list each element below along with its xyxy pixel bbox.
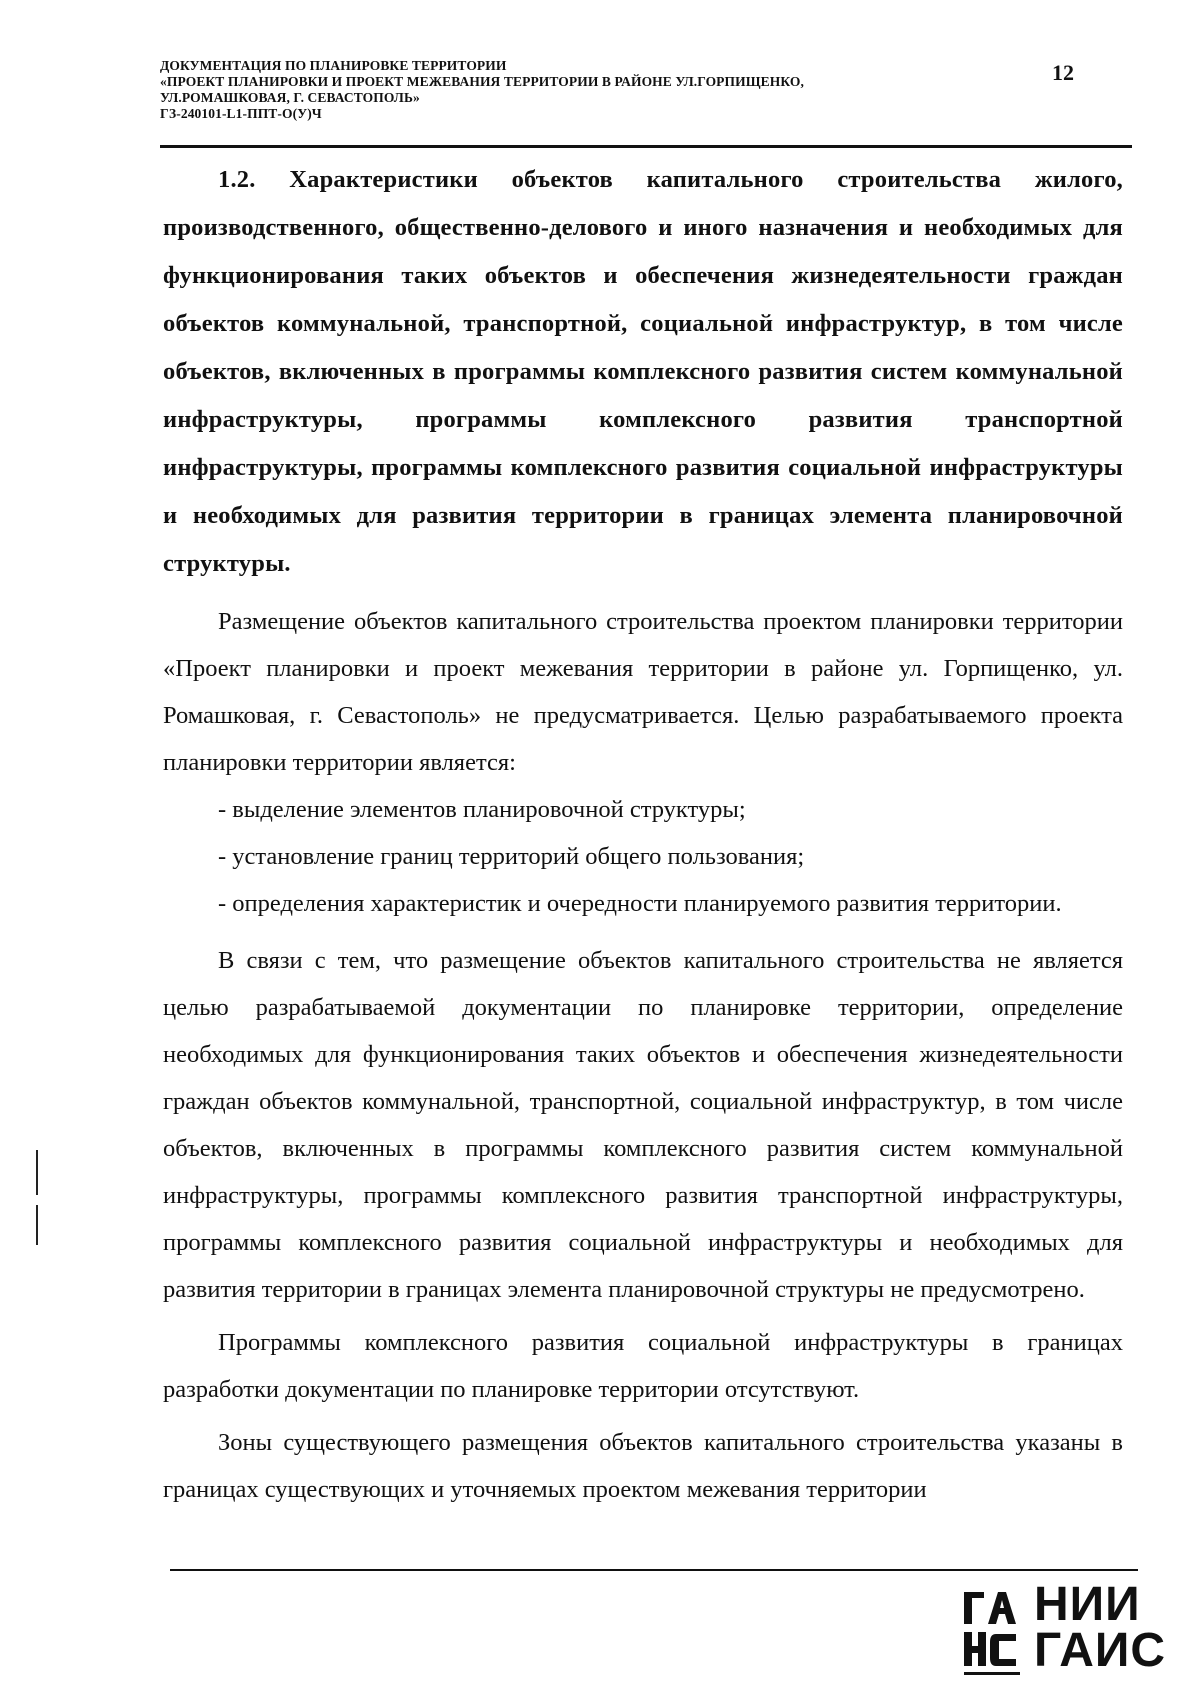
paragraph-3: Программы комплексного развития социальной инфраструктуры в границах разработки документации по планировке территории отсутствуют. (163, 1329, 1123, 1403)
paragraph-2: В связи с тем, что размещение объектов капитального строительства не является целью разрабатываемой документации по планировке территории, определение необходимых для функционирования таких объектов и обеспечения жизнедеятельности граждан объектов коммунальной, транспортной, социальной инфраструктур, в том числе объектов, включенных в программы комплексного развития систем коммунальной инфраструктуры, программы комплексного развития транспортной инфраструктуры, программы комплексного развития социальной инфраструктуры и необходимых для развития территории в границах элемента планировочной структуры не предусмотрено. (163, 947, 1123, 1303)
header-divider (160, 145, 1132, 148)
logo-line-1: НИИ (1034, 1578, 1141, 1631)
header-line-2: «ПРОЕКТ ПЛАНИРОВКИ И ПРОЕКТ МЕЖЕВАНИЯ ТЕРРИТОРИИ В РАЙОНЕ УЛ.ГОРПИЩЕНКО, (160, 74, 804, 89)
logo-text (1034, 1578, 1167, 1677)
header-line-1: ДОКУМЕНТАЦИЯ ПО ПЛАНИРОВКЕ ТЕРРИТОРИИ (160, 58, 507, 73)
header-line-4: ГЗ-240101-L1-ППТ-О(У)Ч (160, 106, 322, 121)
logo-mark-icon (962, 1584, 1032, 1680)
list-item: - установление границ территорий общего пользования; (218, 843, 805, 870)
scan-artifact-mark (36, 1205, 38, 1245)
list-item: - выделение элементов планировочной структуры; (218, 796, 746, 823)
company-logo (962, 1578, 1167, 1687)
goals-list (163, 786, 1123, 927)
header-line-3: УЛ.РОМАШКОВАЯ, Г. СЕВАСТОПОЛЬ» (160, 90, 420, 105)
document-body (163, 156, 1123, 1513)
footer-divider (170, 1569, 1138, 1571)
paragraph-1: Размещение объектов капитального строительства проектом планировки территории «Проект планировки и проект межевания территории в районе ул. Горпищенко, ул. Ромашковая, г. Севастополь» не предусматривается. Целью разрабатываемого проекта планировки территории является: (163, 608, 1123, 776)
paragraph-4: Зоны существующего размещения объектов капитального строительства указаны в границах существующих и уточняемых проектом межевания территории (163, 1429, 1123, 1503)
section-heading: 1.2. Характеристики объектов капитального строительства жилого, производственного, общественно-делового и иного назначения и необходимых для функционирования таких объектов и обеспечения жизнедеятельности граждан объектов коммунальной, транспортной, социальной инфраструктур, в том числе объектов, включенных в программы комплексного развития систем коммунальной инфраструктуры, программы комплексного развития транспортной инфраструктуры, программы комплексного развития социальной инфраструктуры и необходимых для развития территории в границах элемента планировочной структуры. (163, 166, 1123, 577)
list-item: - определения характеристик и очередности планируемого развития территории. (218, 890, 1062, 917)
logo-line-2: ГАИС (1034, 1624, 1167, 1677)
document-header (160, 58, 1040, 122)
page-number: 12 (1052, 60, 1074, 85)
scan-artifact-mark (36, 1150, 38, 1195)
